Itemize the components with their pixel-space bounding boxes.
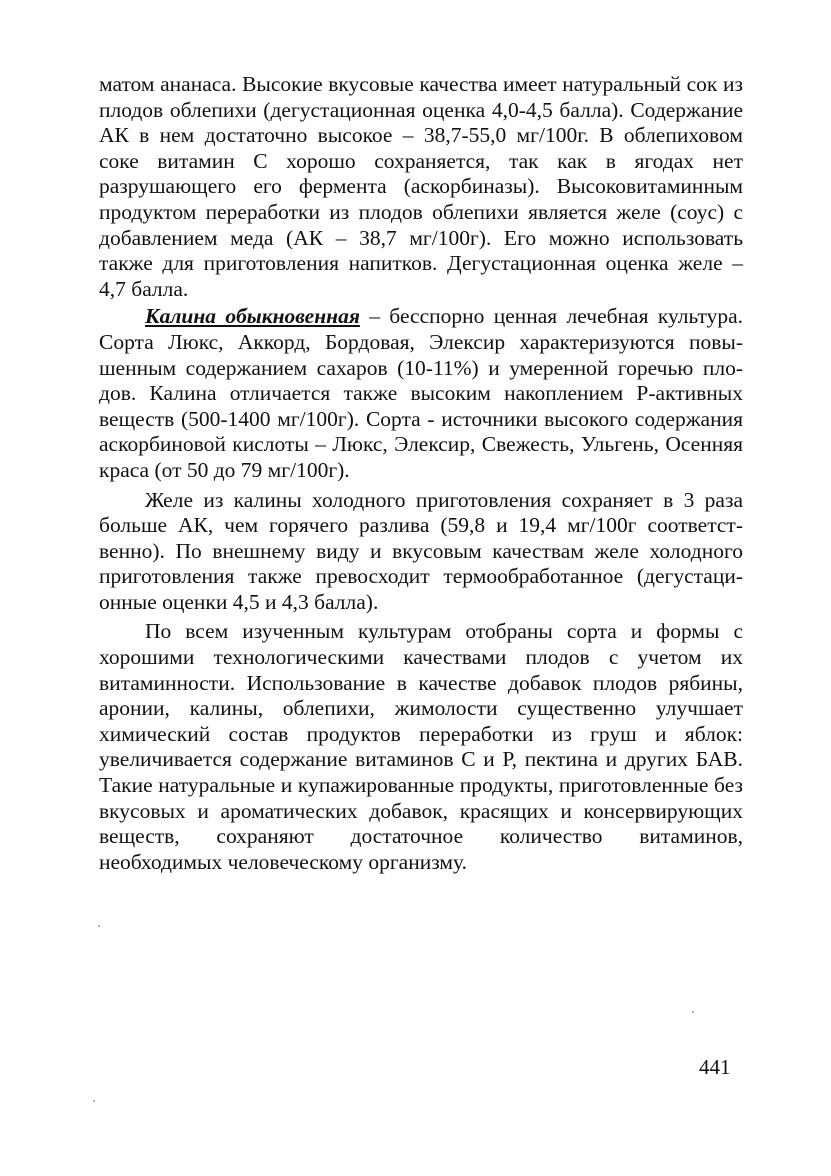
scan-speck [93,1100,95,1102]
paragraph-text: – бесспорно ценная лечебная культура. Сорта Люкс, Аккорд, Бордовая, Элексир характеризуются повышенным содержанием сахаров (10-11%) и умеренной горечью плодов. Калина отличается также высоким накоплением Р-активных веществ (500-1400 мг/100г). Сорта - источники высокого содержания аскорбиновой кислоты – Люкс, Элексир, Свежесть, Ульгень, Осенняя краса (от 50 до 79 мг/100г). [99,304,744,482]
term-viburnum: Калина обыкновенная [145,304,360,329]
paragraph-text: Желе из калины холодного приготовления сохраняет в 3 раза больше АК, чем горячего разлива (59,8 и 19,4 мг/100г соответственно). По внешнему виду и вкусовым качествам желе холодного приготовления также превосходит термообработанное (дегустационные оценки 4,5 и 4,3 балла). [99,487,743,614]
scan-speck [692,1011,694,1013]
paragraph-conclusion [99,619,743,875]
paragraph-viburnum-jelly [99,488,743,616]
paragraph-text: матом ананаса. Высокие вкусовые качества имеет натуральный сок из плодов облепихи (дегустационная оценка 4,0-4,5 балла). Содержание АК в нем достаточно высокое – 38,7-55,0 мг/100г. В облепиховом соке витамин С хорошо сохраняется, так как в ягодах нет разрушающего его фермента (аскорбиназы). Высоковитаминным продуктом переработки из плодов облепихи является желе (соус) с добавлением меда (АК – 38,7 мг/100г). Его можно использовать также для приготовления напитков. Дегустационная оценка желе – 4,7 балла. [99,72,743,301]
paragraph-sea-buckthorn [99,72,743,302]
paragraph-text: По всем изученным культурам отобраны сорта и формы с хорошими технологическими качествами плодов с учетом их витаминности. Использование в качестве добавок плодов рябины, аронии, калины, облепихи, жимолости существенно улучшает химический состав продуктов переработки из груш и яблок: увеличивается содержание витаминов С и Р, пектина и других БАВ. Такие натуральные и купажированные продукты, приготовленные без вкусовых и ароматических добавок, красящих и консервирующих веществ, сохраняют достаточное количество витаминов, необходимых человеческому организму. [99,619,743,874]
paragraph-viburnum [99,304,743,483]
scan-speck [98,925,100,927]
page-body [99,72,743,875]
page-number: 441 [699,1055,731,1079]
